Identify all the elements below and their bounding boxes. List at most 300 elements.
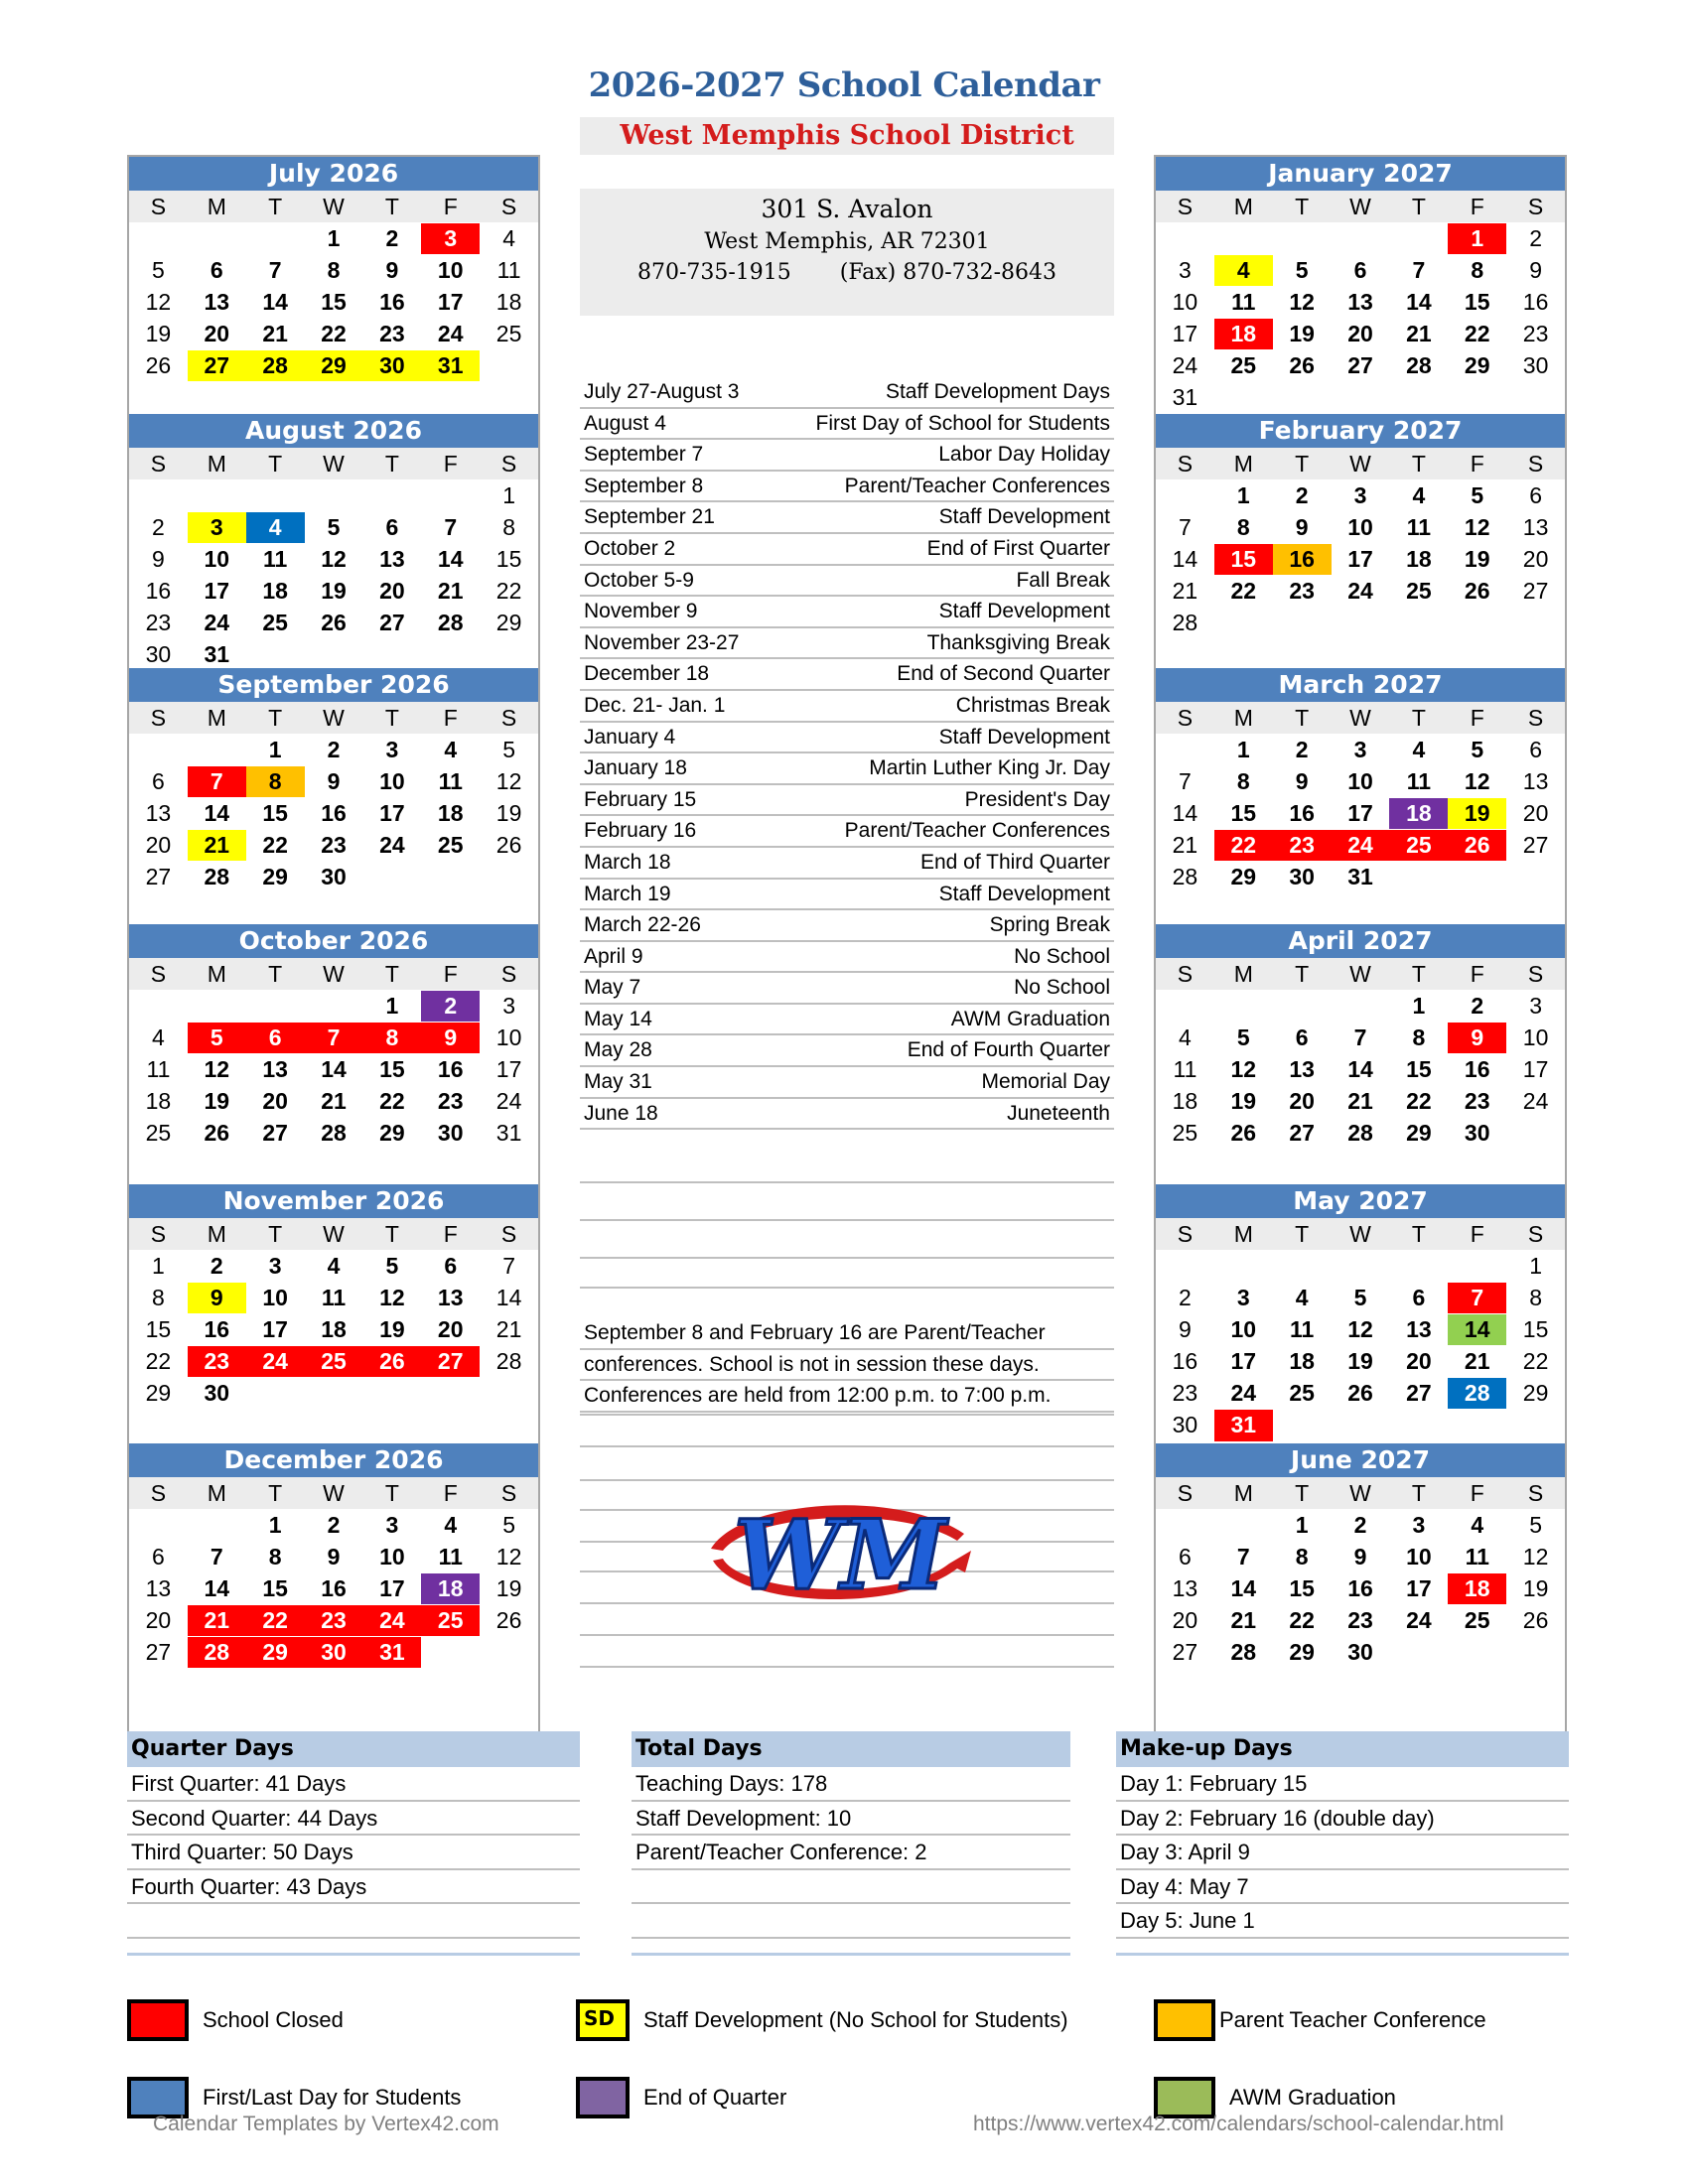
calendar-day: 7 <box>1179 513 1192 540</box>
calendar-day <box>1273 1251 1332 1283</box>
event-description: Labor Day Holiday <box>938 443 1110 467</box>
calendar-day: 4 <box>1471 1511 1484 1538</box>
week-row <box>129 1542 538 1573</box>
event-date: May 14 <box>584 1007 652 1030</box>
weekday-label: W <box>1349 451 1371 477</box>
calendar-day: 12 <box>1347 1315 1373 1342</box>
calendar-day: 1 <box>1236 481 1250 508</box>
calendar-day: 16 <box>1347 1574 1373 1601</box>
calendar-day: 28 <box>321 1119 347 1146</box>
event-row <box>580 440 1114 472</box>
divider <box>580 1257 1114 1259</box>
calendar-day: 3 <box>1412 1511 1426 1538</box>
weekday-label: S <box>500 451 517 477</box>
calendar-day: 8 <box>1412 1024 1426 1050</box>
calendar-day: 4 <box>246 512 305 544</box>
calendar-day: 21 <box>1464 1347 1490 1374</box>
calendar-day: 13 <box>145 799 172 826</box>
calendar-day: 26 <box>1464 577 1490 604</box>
calendar-day: 24 <box>1172 351 1198 378</box>
calendar-day: 20 <box>262 1087 288 1114</box>
calendar-day <box>305 1378 363 1410</box>
calendar-day: 8 <box>502 513 515 540</box>
weekday-label: T <box>1411 1221 1426 1247</box>
weekday-label: M <box>1233 705 1253 731</box>
calendar-day: 10 <box>262 1284 288 1310</box>
calendar-day: 23 <box>379 320 405 346</box>
weekday-label: M <box>207 194 226 219</box>
calendar-day: 25 <box>145 1119 172 1146</box>
red-swatch-icon <box>127 1999 189 2041</box>
calendar-day <box>188 480 246 512</box>
calendar-day: 31 <box>1172 383 1198 410</box>
calendar-day: 29 <box>379 1119 405 1146</box>
calendar-day: 22 <box>1230 577 1257 604</box>
calendar-day: 1 <box>152 1252 165 1279</box>
logo-letters: WM <box>733 1499 947 1611</box>
calendar-day: 6 <box>385 513 399 540</box>
calendar-day <box>305 991 363 1023</box>
calendar-day <box>1273 223 1332 255</box>
calendar-day: 6 <box>246 1023 305 1054</box>
calendar-day: 22 <box>1214 830 1273 862</box>
calendar-day: 19 <box>1289 320 1315 346</box>
calendar-day: 13 <box>204 288 230 315</box>
weekday-label: S <box>1177 1480 1194 1506</box>
weekday-label: M <box>207 451 226 477</box>
calendar-day: 27 <box>188 350 246 382</box>
district-name: West Memphis School District <box>580 117 1114 155</box>
week-row <box>1156 223 1565 255</box>
week-row <box>129 544 538 576</box>
page-title: 2026-2027 School Calendar <box>588 66 1100 105</box>
calendar-day: 12 <box>495 1543 522 1570</box>
event-date: April 9 <box>584 944 643 968</box>
calendar-day: 3 <box>1353 481 1367 508</box>
calendar-day: 12 <box>1289 288 1315 315</box>
weekday-header <box>129 1218 538 1250</box>
calendar-day: 9 <box>327 1543 341 1570</box>
weekday-label: S <box>1527 1221 1544 1247</box>
calendar-day: 31 <box>1347 863 1373 889</box>
calendar-day: 30 <box>1289 863 1315 889</box>
calendar-day: 25 <box>437 831 464 858</box>
event-row <box>580 566 1114 598</box>
calendar-day: 17 <box>495 1055 522 1082</box>
calendar-day <box>1506 382 1565 414</box>
calendar-day: 22 <box>1289 1606 1315 1633</box>
calendar-day: 9 <box>1179 1315 1192 1342</box>
calendar-day <box>1214 382 1273 414</box>
calendar-day: 5 <box>385 1252 399 1279</box>
calendar-day: 15 <box>1522 1315 1549 1342</box>
conference-note-line: conferences. School is not in session these days. <box>580 1350 1114 1382</box>
event-row <box>580 691 1114 723</box>
event-description: End of Third Quarter <box>919 850 1110 874</box>
weekday-label: F <box>1470 961 1484 987</box>
week-row <box>1156 735 1565 766</box>
calendar-day: 28 <box>495 1347 522 1374</box>
calendar-day <box>421 1637 480 1669</box>
legend-end-of-quarter <box>576 2077 786 2118</box>
calendar-day: 7 <box>1448 1283 1506 1314</box>
calendar-day: 19 <box>1464 545 1490 572</box>
calendar-day <box>1273 991 1332 1023</box>
calendar-day: 31 <box>421 350 480 382</box>
calendar-day: 6 <box>152 1543 165 1570</box>
summary-row: Day 2: February 16 (double day) <box>1116 1802 1569 1837</box>
event-description: Staff Development <box>938 600 1110 623</box>
summary-heading: Quarter Days <box>127 1731 580 1767</box>
calendar-day: 21 <box>1172 831 1198 858</box>
orange-swatch-icon <box>1154 1999 1215 2041</box>
summary-row: Second Quarter: 44 Days <box>127 1802 580 1837</box>
footer-vertex42-link[interactable]: Calendar Templates by Vertex42.com <box>153 2113 499 2135</box>
calendar-day: 14 <box>204 799 230 826</box>
calendar-day: 3 <box>1236 1284 1250 1310</box>
week-row <box>129 1283 538 1314</box>
calendar-day: 20 <box>1347 320 1373 346</box>
calendar-day: 15 <box>262 799 288 826</box>
calendar-day: 20 <box>379 577 405 604</box>
calendar-day: 3 <box>1529 992 1542 1019</box>
calendar-day: 15 <box>262 1574 288 1601</box>
calendar-day <box>1389 223 1448 255</box>
calendar-day: 29 <box>262 863 288 889</box>
weekday-label: S <box>1177 1221 1194 1247</box>
calendar-day: 10 <box>1230 1315 1257 1342</box>
calendar-day: 5 <box>188 1023 246 1054</box>
calendar-day: 18 <box>1289 1347 1315 1374</box>
calendar-day: 18 <box>1214 319 1273 350</box>
weekday-header <box>1156 191 1565 222</box>
event-description: First Day of School for Students <box>815 411 1110 435</box>
summary-row: Day 1: February 15 <box>1116 1767 1569 1802</box>
calendar-day: 25 <box>305 1346 363 1378</box>
calendar-day: 30 <box>321 863 347 889</box>
calendar-day: 16 <box>145 577 172 604</box>
calendar-day <box>1506 1410 1565 1441</box>
event-description: Parent/Teacher Conferences <box>844 474 1110 497</box>
calendar-day: 10 <box>1347 767 1373 794</box>
calendar-day: 29 <box>246 1637 305 1669</box>
calendar-day: 11 <box>438 1543 463 1570</box>
calendar-day: 5 <box>502 1511 515 1538</box>
calendar-day <box>362 639 421 671</box>
weekday-label: M <box>1233 451 1253 477</box>
calendar-day: 6 <box>152 767 165 794</box>
month-title: September 2026 <box>129 668 538 702</box>
week-row <box>1156 1118 1565 1150</box>
week-row <box>1156 1378 1565 1410</box>
calendar-day: 20 <box>1289 1087 1315 1114</box>
calendar-day <box>246 480 305 512</box>
calendar-day: 13 <box>1522 513 1549 540</box>
calendar-day: 25 <box>262 609 288 635</box>
calendar-day: 14 <box>495 1284 522 1310</box>
calendar-day: 21 <box>437 577 464 604</box>
calendar-day: 26 <box>321 609 347 635</box>
calendar-day: 10 <box>1406 1543 1432 1570</box>
calendar-day <box>1448 1637 1506 1669</box>
week-row <box>129 766 538 798</box>
calendar-day: 29 <box>305 350 363 382</box>
calendar-day <box>480 1378 538 1410</box>
calendar-day: 8 <box>268 1543 282 1570</box>
weekday-label: M <box>1233 1221 1253 1247</box>
calendar-day: 19 <box>1230 1087 1257 1114</box>
weekday-label: F <box>443 1221 458 1247</box>
calendar-day: 14 <box>321 1055 347 1082</box>
calendar-day: 20 <box>1172 1606 1198 1633</box>
calendar-day: 27 <box>145 863 172 889</box>
event-description: Staff Development <box>938 882 1110 905</box>
calendar-day: 8 <box>1236 513 1250 540</box>
weekday-label: F <box>443 451 458 477</box>
calendar-day: 30 <box>437 1119 464 1146</box>
calendar-day: 4 <box>1412 481 1426 508</box>
address-phone: 870-735-1915 (Fax) 870-732-8643 <box>636 260 1057 285</box>
month-calendar <box>129 1443 538 1668</box>
week-row <box>129 862 538 893</box>
calendar-day: 15 <box>1464 288 1490 315</box>
calendar-day: 11 <box>496 256 521 283</box>
calendar-day: 22 <box>379 1087 405 1114</box>
calendar-day: 17 <box>1230 1347 1257 1374</box>
weekday-header <box>1156 1218 1565 1250</box>
event-description: End of Fourth Quarter <box>907 1038 1110 1062</box>
calendar-day: 9 <box>1529 256 1542 283</box>
summary-bottom-bar <box>127 1953 580 1956</box>
calendar-day <box>1273 608 1332 639</box>
event-row <box>580 409 1114 441</box>
calendar-day: 5 <box>1236 1024 1250 1050</box>
calendar-day: 28 <box>1172 863 1198 889</box>
weekday-label: T <box>1295 451 1310 477</box>
calendar-day: 10 <box>204 545 230 572</box>
conference-note-line: Conferences are held from 12:00 p.m. to 7:00 p.m. <box>580 1381 1114 1413</box>
calendar-day: 30 <box>1464 1119 1490 1146</box>
calendar-day: 9 <box>327 767 341 794</box>
summary-row <box>127 1904 580 1939</box>
calendar-day <box>362 480 421 512</box>
month-calendar <box>129 157 538 381</box>
calendar-day: 8 <box>1236 767 1250 794</box>
week-row <box>129 1023 538 1054</box>
calendar-day: 8 <box>1529 1284 1542 1310</box>
calendar-day: 7 <box>268 256 282 283</box>
calendar-day: 26 <box>495 1606 522 1633</box>
weekday-label: T <box>268 1480 283 1506</box>
calendar-day <box>246 223 305 255</box>
week-row <box>129 1314 538 1346</box>
month-calendar <box>129 668 538 892</box>
event-row <box>580 377 1114 409</box>
calendar-day: 10 <box>1522 1024 1549 1050</box>
week-row <box>129 1573 538 1605</box>
calendar-day: 13 <box>1172 1574 1198 1601</box>
weekday-label: T <box>268 961 283 987</box>
week-row <box>129 1054 538 1086</box>
month-title: December 2026 <box>129 1443 538 1477</box>
week-row <box>129 830 538 862</box>
calendar-day: 16 <box>1273 544 1332 576</box>
calendar-day: 27 <box>1172 1638 1198 1665</box>
legend-label: Staff Development (No School for Students) <box>643 2007 1068 2032</box>
calendar-day: 2 <box>1353 1511 1367 1538</box>
calendar-day: 31 <box>495 1119 522 1146</box>
event-row <box>580 848 1114 880</box>
week-row <box>1156 319 1565 350</box>
month-calendar <box>1156 924 1565 1149</box>
calendar-day <box>480 639 538 671</box>
calendar-day: 12 <box>204 1055 230 1082</box>
calendar-day <box>1273 1410 1332 1441</box>
weekday-label: T <box>1411 961 1426 987</box>
calendar-day: 4 <box>1412 736 1426 762</box>
calendar-day: 26 <box>362 1346 421 1378</box>
calendar-day: 12 <box>321 545 347 572</box>
divider <box>580 1414 1114 1416</box>
calendar-day: 9 <box>385 256 399 283</box>
calendar-day: 18 <box>437 799 464 826</box>
calendar-day <box>421 480 480 512</box>
calendar-day: 19 <box>1347 1347 1373 1374</box>
calendar-day: 21 <box>1172 577 1198 604</box>
calendar-day: 21 <box>188 1605 246 1637</box>
calendar-day: 4 <box>444 1511 458 1538</box>
calendar-day: 8 <box>362 1023 421 1054</box>
calendar-day: 28 <box>437 609 464 635</box>
calendar-day: 21 <box>495 1315 522 1342</box>
calendar-day: 10 <box>1172 288 1198 315</box>
week-row <box>1156 1637 1565 1669</box>
weekday-label: M <box>1233 194 1253 219</box>
week-row <box>129 512 538 544</box>
calendar-day <box>362 1378 421 1410</box>
weekday-label: T <box>1295 961 1310 987</box>
calendar-day: 5 <box>1295 256 1309 283</box>
event-row <box>580 723 1114 754</box>
legend-label: School Closed <box>203 2007 344 2032</box>
calendar-day: 12 <box>379 1284 405 1310</box>
calendar-day: 6 <box>1295 1024 1309 1050</box>
calendar-day: 2 <box>421 991 480 1023</box>
calendar-day: 18 <box>1448 1573 1506 1605</box>
calendar-day: 11 <box>438 767 463 794</box>
weekday-label: F <box>443 1480 458 1506</box>
calendar-day: 24 <box>379 831 405 858</box>
week-row <box>1156 766 1565 798</box>
event-description: Christmas Break <box>955 693 1110 717</box>
weekday-label: M <box>1233 961 1253 987</box>
calendar-day: 14 <box>1448 1314 1506 1346</box>
calendar-day <box>1389 608 1448 639</box>
week-row <box>1156 1283 1565 1314</box>
calendar-day: 10 <box>379 1543 405 1570</box>
calendar-day <box>480 350 538 382</box>
calendar-day: 17 <box>1522 1055 1549 1082</box>
event-description: No School <box>1014 976 1110 1000</box>
calendar-day: 14 <box>1172 545 1198 572</box>
calendar-day <box>1506 608 1565 639</box>
calendar-day: 26 <box>1448 830 1506 862</box>
weekday-label: S <box>150 1480 167 1506</box>
calendar-day <box>1332 1251 1390 1283</box>
footer-url-link[interactable]: https://www.vertex42.com/calendars/school-calendar.html <box>973 2113 1504 2135</box>
calendar-day: 23 <box>1273 830 1332 862</box>
calendar-day: 1 <box>502 481 515 508</box>
calendar-day: 21 <box>188 830 246 862</box>
divider <box>580 1666 1114 1668</box>
calendar-day: 13 <box>1347 288 1373 315</box>
calendar-day: 19 <box>321 577 347 604</box>
calendar-day: 31 <box>1214 1410 1273 1441</box>
event-date: February 16 <box>584 819 697 843</box>
calendar-day <box>188 735 246 766</box>
weekday-label: S <box>500 1480 517 1506</box>
calendar-day: 24 <box>362 1605 421 1637</box>
calendar-day: 7 <box>444 513 458 540</box>
legend-label: End of Quarter <box>643 2085 787 2110</box>
summary-row: First Quarter: 41 Days <box>127 1767 580 1802</box>
summary-row: Parent/Teacher Conference: 2 <box>632 1836 1070 1870</box>
calendar-day: 4 <box>502 224 515 251</box>
calendar-day: 20 <box>204 320 230 346</box>
calendar-day: 27 <box>1289 1119 1315 1146</box>
calendar-day: 16 <box>1464 1055 1490 1082</box>
week-row <box>129 991 538 1023</box>
divider <box>580 1634 1114 1636</box>
calendar-day: 20 <box>145 1606 172 1633</box>
calendar-day: 9 <box>421 1023 480 1054</box>
calendar-day <box>421 639 480 671</box>
event-description: Juneteenth <box>1007 1101 1110 1125</box>
calendar-day <box>129 991 188 1023</box>
calendar-day: 3 <box>385 736 399 762</box>
week-row <box>129 1346 538 1378</box>
summary-heading: Total Days <box>632 1731 1070 1767</box>
calendar-day: 16 <box>1172 1347 1198 1374</box>
calendar-day <box>1273 382 1332 414</box>
calendar-day: 19 <box>145 320 172 346</box>
calendar-day <box>1332 382 1390 414</box>
calendar-day: 16 <box>321 799 347 826</box>
week-row <box>129 1378 538 1410</box>
month-title: February 2027 <box>1156 414 1565 448</box>
event-date: Dec. 21- Jan. 1 <box>584 693 726 717</box>
summary-row: Day 4: May 7 <box>1116 1870 1569 1905</box>
calendar-day: 2 <box>1179 1284 1192 1310</box>
calendar-day: 1 <box>1295 1511 1309 1538</box>
calendar-day <box>1506 862 1565 893</box>
calendar-day: 4 <box>1179 1024 1192 1050</box>
calendar-day: 8 <box>1295 1543 1309 1570</box>
weekday-label: W <box>323 451 345 477</box>
calendar-day: 13 <box>1289 1055 1315 1082</box>
divider <box>580 1479 1114 1481</box>
event-row <box>580 942 1114 974</box>
week-row <box>1156 287 1565 319</box>
month-title: July 2026 <box>129 157 538 191</box>
event-row <box>580 1099 1114 1131</box>
event-date: September 7 <box>584 443 704 467</box>
week-row <box>129 1637 538 1669</box>
calendar-day: 10 <box>495 1024 522 1050</box>
weekday-label: W <box>1349 194 1371 219</box>
calendar-day: 15 <box>1214 544 1273 576</box>
calendar-day: 17 <box>1172 320 1198 346</box>
